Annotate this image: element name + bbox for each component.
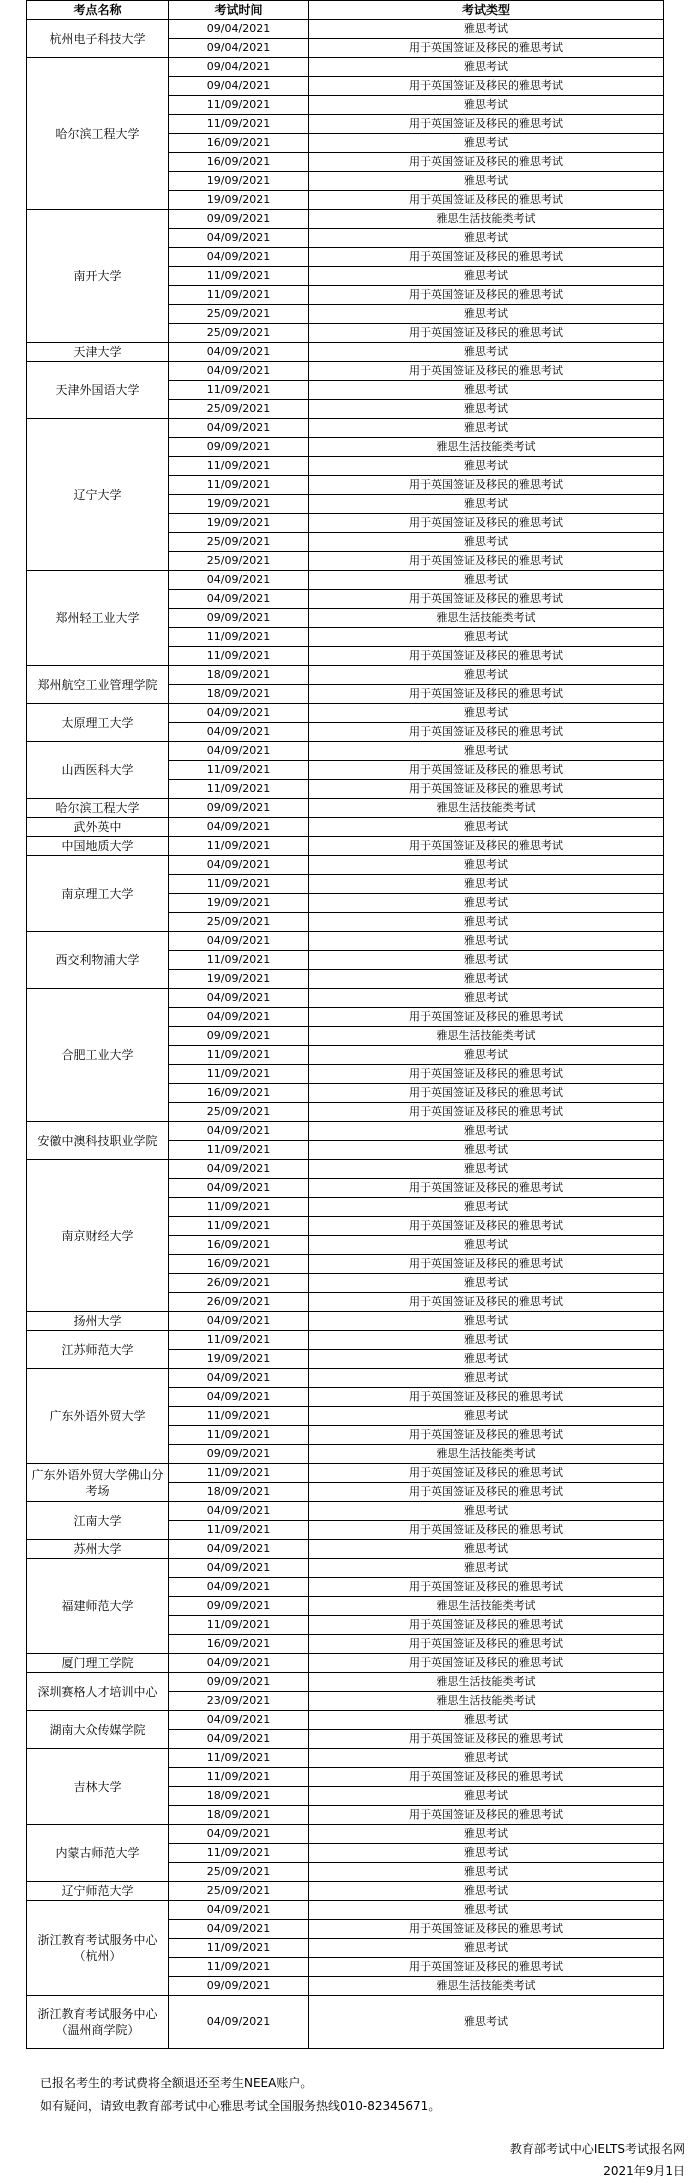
- type-cell: 雅思考试: [309, 970, 664, 989]
- date-cell: 18/09/2021: [169, 1483, 309, 1502]
- date-cell: 16/09/2021: [169, 1084, 309, 1103]
- table-row: [27, 1711, 664, 1730]
- date-cell: 11/09/2021: [169, 476, 309, 495]
- date-cell: 19/09/2021: [169, 894, 309, 913]
- date-cell: 11/09/2021: [169, 1331, 309, 1350]
- table-row: [27, 1825, 664, 1844]
- date-cell: 26/09/2021: [169, 1293, 309, 1312]
- type-cell: 雅思考试: [309, 419, 664, 438]
- table-row: [27, 1996, 664, 2049]
- site-name-cell: 天津外国语大学: [27, 362, 169, 419]
- site-name-cell: 杭州电子科技大学: [27, 20, 169, 58]
- date-cell: 25/09/2021: [169, 913, 309, 932]
- date-cell: 09/04/2021: [169, 39, 309, 58]
- site-name-cell: 广东外语外贸大学: [27, 1369, 169, 1464]
- date-cell: 04/09/2021: [169, 1008, 309, 1027]
- type-cell: 雅思考试: [309, 20, 664, 39]
- date-cell: 11/09/2021: [169, 1217, 309, 1236]
- date-cell: 04/09/2021: [169, 1388, 309, 1407]
- notes: [40, 2072, 440, 2118]
- type-cell: 雅思考试: [309, 1407, 664, 1426]
- date-cell: 25/09/2021: [169, 324, 309, 343]
- footer-org: 教育部考试中心IELTS考试报名网: [509, 2142, 685, 2156]
- type-cell: 用于英国签证及移民的雅思考试: [309, 1578, 664, 1597]
- date-cell: 04/09/2021: [169, 362, 309, 381]
- type-cell: 用于英国签证及移民的雅思考试: [309, 685, 664, 704]
- type-cell: 用于英国签证及移民的雅思考试: [309, 1654, 664, 1673]
- site-name-cell: 苏州大学: [27, 1540, 169, 1559]
- date-cell: 11/09/2021: [169, 837, 309, 856]
- date-cell: 25/09/2021: [169, 305, 309, 324]
- date-cell: 04/09/2021: [169, 343, 309, 362]
- type-cell: 雅思考试: [309, 1559, 664, 1578]
- date-cell: 11/09/2021: [169, 1065, 309, 1084]
- type-cell: 雅思考试: [309, 989, 664, 1008]
- type-cell: 雅思考试: [309, 818, 664, 837]
- note-refund: 已报名考生的考试费将全额退还至考生NEEA账户。: [40, 2076, 313, 2090]
- date-cell: 23/09/2021: [169, 1692, 309, 1711]
- type-cell: 用于英国签证及移民的雅思考试: [309, 153, 664, 172]
- type-cell: 雅思生活技能类考试: [309, 1445, 664, 1464]
- type-cell: 用于英国签证及移民的雅思考试: [309, 723, 664, 742]
- date-cell: 04/09/2021: [169, 1711, 309, 1730]
- type-cell: 雅思考试: [309, 1236, 664, 1255]
- site-name-cell: 中国地质大学: [27, 837, 169, 856]
- site-name-cell: 山西医科大学: [27, 742, 169, 799]
- type-cell: 用于英国签证及移民的雅思考试: [309, 1008, 664, 1027]
- type-cell: 雅思考试: [309, 1939, 664, 1958]
- date-cell: 04/09/2021: [169, 419, 309, 438]
- date-cell: 19/09/2021: [169, 172, 309, 191]
- date-cell: 11/09/2021: [169, 1521, 309, 1540]
- type-cell: 用于英国签证及移民的雅思考试: [309, 1464, 664, 1483]
- date-cell: 11/09/2021: [169, 267, 309, 286]
- type-cell: 用于英国签证及移民的雅思考试: [309, 1521, 664, 1540]
- table-row: [27, 704, 664, 723]
- type-cell: 用于英国签证及移民的雅思考试: [309, 1179, 664, 1198]
- site-name-cell: 天津大学: [27, 343, 169, 362]
- type-cell: 雅思生活技能类考试: [309, 609, 664, 628]
- table-row: [27, 362, 664, 381]
- site-name-cell: 浙江教育考试服务中心（杭州）: [27, 1901, 169, 1996]
- date-cell: 09/09/2021: [169, 210, 309, 229]
- site-name-cell: 合肥工业大学: [27, 989, 169, 1122]
- site-name-cell: 武外英中: [27, 818, 169, 837]
- site-name-cell: 吉林大学: [27, 1749, 169, 1825]
- type-cell: 雅思考试: [309, 1844, 664, 1863]
- type-cell: 雅思考试: [309, 305, 664, 324]
- table-row: [27, 1312, 664, 1331]
- date-cell: 11/09/2021: [169, 115, 309, 134]
- table-row: [27, 742, 664, 761]
- type-cell: 用于英国签证及移民的雅思考试: [309, 1635, 664, 1654]
- date-cell: 11/09/2021: [169, 1426, 309, 1445]
- type-cell: 雅思考试: [309, 875, 664, 894]
- type-cell: 雅思考试: [309, 172, 664, 191]
- type-cell: 雅思生活技能类考试: [309, 438, 664, 457]
- type-cell: 雅思考试: [309, 96, 664, 115]
- date-cell: 04/09/2021: [169, 229, 309, 248]
- type-cell: 用于英国签证及移民的雅思考试: [309, 191, 664, 210]
- table-row: [27, 343, 664, 362]
- date-cell: 09/09/2021: [169, 1597, 309, 1616]
- site-name-cell: 辽宁大学: [27, 419, 169, 571]
- table-row: [27, 1749, 664, 1768]
- type-cell: 雅思考试: [309, 628, 664, 647]
- date-cell: 04/09/2021: [169, 1920, 309, 1939]
- header-date: 考试时间: [169, 1, 309, 20]
- date-cell: 19/09/2021: [169, 495, 309, 514]
- date-cell: 11/09/2021: [169, 1939, 309, 1958]
- table-row: [27, 799, 664, 818]
- type-cell: 雅思考试: [309, 1825, 664, 1844]
- type-cell: 用于英国签证及移民的雅思考试: [309, 780, 664, 799]
- date-cell: 09/04/2021: [169, 58, 309, 77]
- site-name-cell: 南开大学: [27, 210, 169, 343]
- date-cell: 04/09/2021: [169, 571, 309, 590]
- type-cell: 用于英国签证及移民的雅思考试: [309, 590, 664, 609]
- date-cell: 18/09/2021: [169, 1787, 309, 1806]
- type-cell: 雅思考试: [309, 1274, 664, 1293]
- date-cell: 04/09/2021: [169, 818, 309, 837]
- type-cell: 雅思考试: [309, 533, 664, 552]
- date-cell: 11/09/2021: [169, 951, 309, 970]
- type-cell: 用于英国签证及移民的雅思考试: [309, 77, 664, 96]
- date-cell: 09/04/2021: [169, 77, 309, 96]
- date-cell: 09/09/2021: [169, 1027, 309, 1046]
- type-cell: 雅思生活技能类考试: [309, 1673, 664, 1692]
- type-cell: 雅思考试: [309, 932, 664, 951]
- site-name-cell: 郑州轻工业大学: [27, 571, 169, 666]
- date-cell: 04/09/2021: [169, 1502, 309, 1521]
- table-row: [27, 1559, 664, 1578]
- date-cell: 04/09/2021: [169, 1654, 309, 1673]
- type-cell: 用于英国签证及移民的雅思考试: [309, 1483, 664, 1502]
- type-cell: 雅思考试: [309, 1198, 664, 1217]
- date-cell: 04/09/2021: [169, 1559, 309, 1578]
- type-cell: 雅思生活技能类考试: [309, 799, 664, 818]
- type-cell: 雅思考试: [309, 666, 664, 685]
- date-cell: 16/09/2021: [169, 134, 309, 153]
- type-cell: 雅思考试: [309, 742, 664, 761]
- table-row: [27, 1540, 664, 1559]
- type-cell: 雅思考试: [309, 457, 664, 476]
- date-cell: 11/09/2021: [169, 1768, 309, 1787]
- type-cell: 雅思考试: [309, 1882, 664, 1901]
- type-cell: 雅思考试: [309, 229, 664, 248]
- table-row: [27, 1654, 664, 1673]
- date-cell: 11/09/2021: [169, 1958, 309, 1977]
- date-cell: 09/09/2021: [169, 438, 309, 457]
- type-cell: 雅思考试: [309, 1350, 664, 1369]
- type-cell: 雅思考试: [309, 1331, 664, 1350]
- type-cell: 雅思考试: [309, 1540, 664, 1559]
- type-cell: 用于英国签证及移民的雅思考试: [309, 1426, 664, 1445]
- date-cell: 11/09/2021: [169, 1407, 309, 1426]
- note-hotline: 如有疑问，请致电教育部考试中心雅思考试全国服务热线010-82345671。: [40, 2099, 441, 2113]
- type-cell: 雅思考试: [309, 571, 664, 590]
- type-cell: 雅思考试: [309, 1369, 664, 1388]
- type-cell: 用于英国签证及移民的雅思考试: [309, 1768, 664, 1787]
- date-cell: 11/09/2021: [169, 780, 309, 799]
- date-cell: 09/09/2021: [169, 799, 309, 818]
- type-cell: 雅思考试: [309, 134, 664, 153]
- date-cell: 25/09/2021: [169, 533, 309, 552]
- type-cell: 雅思考试: [309, 400, 664, 419]
- site-name-cell: 江南大学: [27, 1502, 169, 1540]
- type-cell: 雅思考试: [309, 1749, 664, 1768]
- type-cell: 雅思考试: [309, 913, 664, 932]
- date-cell: 04/09/2021: [169, 742, 309, 761]
- date-cell: 04/09/2021: [169, 1901, 309, 1920]
- date-cell: 04/09/2021: [169, 1825, 309, 1844]
- date-cell: 25/09/2021: [169, 1882, 309, 1901]
- table-row: [27, 1331, 664, 1350]
- site-name-cell: 安徽中澳科技职业学院: [27, 1122, 169, 1160]
- date-cell: 25/09/2021: [169, 552, 309, 571]
- table-header-row: [27, 1, 664, 20]
- date-cell: 11/09/2021: [169, 286, 309, 305]
- type-cell: 用于英国签证及移民的雅思考试: [309, 476, 664, 495]
- site-name-cell: 福建师范大学: [27, 1559, 169, 1654]
- type-cell: 雅思考试: [309, 1863, 664, 1882]
- date-cell: 11/09/2021: [169, 761, 309, 780]
- type-cell: 用于英国签证及移民的雅思考试: [309, 514, 664, 533]
- date-cell: 04/09/2021: [169, 856, 309, 875]
- date-cell: 04/09/2021: [169, 1160, 309, 1179]
- table-row: [27, 1882, 664, 1901]
- site-name-cell: 内蒙古师范大学: [27, 1825, 169, 1882]
- date-cell: 11/09/2021: [169, 628, 309, 647]
- date-cell: 16/09/2021: [169, 1635, 309, 1654]
- type-cell: 雅思考试: [309, 381, 664, 400]
- table-row: [27, 932, 664, 951]
- header-type: 考试类型: [309, 1, 664, 20]
- date-cell: 09/09/2021: [169, 1673, 309, 1692]
- date-cell: 04/09/2021: [169, 590, 309, 609]
- type-cell: 用于英国签证及移民的雅思考试: [309, 761, 664, 780]
- site-name-cell: 浙江教育考试服务中心（温州商学院）: [27, 1996, 169, 2049]
- date-cell: 25/09/2021: [169, 1863, 309, 1882]
- type-cell: 雅思考试: [309, 1160, 664, 1179]
- date-cell: 16/09/2021: [169, 1236, 309, 1255]
- date-cell: 25/09/2021: [169, 1103, 309, 1122]
- date-cell: 04/09/2021: [169, 1730, 309, 1749]
- exam-schedule-table: [26, 0, 664, 2049]
- date-cell: 11/09/2021: [169, 1749, 309, 1768]
- type-cell: 用于英国签证及移民的雅思考试: [309, 1806, 664, 1825]
- type-cell: 用于英国签证及移民的雅思考试: [309, 324, 664, 343]
- type-cell: 雅思生活技能类考试: [309, 210, 664, 229]
- site-name-cell: 湖南大众传媒学院: [27, 1711, 169, 1749]
- type-cell: 用于英国签证及移民的雅思考试: [309, 1730, 664, 1749]
- table-body: [27, 20, 664, 2049]
- table-row: [27, 1369, 664, 1388]
- date-cell: 11/09/2021: [169, 1616, 309, 1635]
- date-cell: 19/09/2021: [169, 514, 309, 533]
- date-cell: 11/09/2021: [169, 457, 309, 476]
- type-cell: 用于英国签证及移民的雅思考试: [309, 837, 664, 856]
- type-cell: 用于英国签证及移民的雅思考试: [309, 1616, 664, 1635]
- date-cell: 09/09/2021: [169, 609, 309, 628]
- type-cell: 用于英国签证及移民的雅思考试: [309, 1293, 664, 1312]
- header-site: 考点名称: [27, 1, 169, 20]
- table-row: [27, 1464, 664, 1483]
- date-cell: 16/09/2021: [169, 1255, 309, 1274]
- date-cell: 04/09/2021: [169, 248, 309, 267]
- date-cell: 04/09/2021: [169, 1540, 309, 1559]
- type-cell: 用于英国签证及移民的雅思考试: [309, 647, 664, 666]
- type-cell: 用于英国签证及移民的雅思考试: [309, 286, 664, 305]
- date-cell: 04/09/2021: [169, 1578, 309, 1597]
- type-cell: 用于英国签证及移民的雅思考试: [309, 115, 664, 134]
- type-cell: 用于英国签证及移民的雅思考试: [309, 1084, 664, 1103]
- table-row: [27, 571, 664, 590]
- type-cell: 雅思考试: [309, 1122, 664, 1141]
- type-cell: 用于英国签证及移民的雅思考试: [309, 1103, 664, 1122]
- type-cell: 雅思生活技能类考试: [309, 1692, 664, 1711]
- table-row: [27, 989, 664, 1008]
- date-cell: 11/09/2021: [169, 1141, 309, 1160]
- date-cell: 16/09/2021: [169, 153, 309, 172]
- type-cell: 用于英国签证及移民的雅思考试: [309, 1065, 664, 1084]
- type-cell: 雅思考试: [309, 1901, 664, 1920]
- type-cell: 雅思考试: [309, 894, 664, 913]
- date-cell: 18/09/2021: [169, 685, 309, 704]
- type-cell: 雅思考试: [309, 1502, 664, 1521]
- type-cell: 用于英国签证及移民的雅思考试: [309, 1217, 664, 1236]
- type-cell: 用于英国签证及移民的雅思考试: [309, 1255, 664, 1274]
- table-row: [27, 666, 664, 685]
- type-cell: 雅思生活技能类考试: [309, 1977, 664, 1996]
- table-row: [27, 58, 664, 77]
- date-cell: 11/09/2021: [169, 647, 309, 666]
- date-cell: 04/09/2021: [169, 1996, 309, 2049]
- type-cell: 雅思生活技能类考试: [309, 1027, 664, 1046]
- type-cell: 雅思生活技能类考试: [309, 1597, 664, 1616]
- type-cell: 雅思考试: [309, 1312, 664, 1331]
- date-cell: 09/09/2021: [169, 1445, 309, 1464]
- site-name-cell: 广东外语外贸大学佛山分考场: [27, 1464, 169, 1502]
- table-row: [27, 210, 664, 229]
- type-cell: 雅思考试: [309, 1046, 664, 1065]
- date-cell: 11/09/2021: [169, 96, 309, 115]
- type-cell: 用于英国签证及移民的雅思考试: [309, 1920, 664, 1939]
- date-cell: 19/09/2021: [169, 191, 309, 210]
- date-cell: 11/09/2021: [169, 1464, 309, 1483]
- type-cell: 用于英国签证及移民的雅思考试: [309, 39, 664, 58]
- date-cell: 11/09/2021: [169, 381, 309, 400]
- site-name-cell: 郑州航空工业管理学院: [27, 666, 169, 704]
- type-cell: 雅思考试: [309, 856, 664, 875]
- table-row: [27, 419, 664, 438]
- date-cell: 04/09/2021: [169, 1312, 309, 1331]
- table-row: [27, 1502, 664, 1521]
- table-row: [27, 1122, 664, 1141]
- footer: [510, 2138, 685, 2182]
- date-cell: 09/09/2021: [169, 1977, 309, 1996]
- date-cell: 18/09/2021: [169, 666, 309, 685]
- date-cell: 11/09/2021: [169, 1844, 309, 1863]
- date-cell: 04/09/2021: [169, 1122, 309, 1141]
- site-name-cell: 太原理工大学: [27, 704, 169, 742]
- type-cell: 用于英国签证及移民的雅思考试: [309, 1388, 664, 1407]
- date-cell: 19/09/2021: [169, 970, 309, 989]
- type-cell: 雅思考试: [309, 267, 664, 286]
- date-cell: 04/09/2021: [169, 989, 309, 1008]
- date-cell: 26/09/2021: [169, 1274, 309, 1293]
- date-cell: 04/09/2021: [169, 932, 309, 951]
- type-cell: 雅思考试: [309, 58, 664, 77]
- date-cell: 04/09/2021: [169, 723, 309, 742]
- type-cell: 雅思考试: [309, 1711, 664, 1730]
- type-cell: 雅思考试: [309, 1141, 664, 1160]
- type-cell: 雅思考试: [309, 704, 664, 723]
- site-name-cell: 西交利物浦大学: [27, 932, 169, 989]
- table-row: [27, 837, 664, 856]
- table-row: [27, 818, 664, 837]
- date-cell: 04/09/2021: [169, 1369, 309, 1388]
- site-name-cell: 江苏师范大学: [27, 1331, 169, 1369]
- type-cell: 雅思考试: [309, 951, 664, 970]
- table-row: [27, 1160, 664, 1179]
- date-cell: 18/09/2021: [169, 1806, 309, 1825]
- type-cell: 用于英国签证及移民的雅思考试: [309, 1958, 664, 1977]
- type-cell: 雅思考试: [309, 343, 664, 362]
- type-cell: 雅思考试: [309, 1787, 664, 1806]
- table-row: [27, 20, 664, 39]
- type-cell: 雅思考试: [309, 495, 664, 514]
- date-cell: 11/09/2021: [169, 875, 309, 894]
- date-cell: 11/09/2021: [169, 1198, 309, 1217]
- table-row: [27, 1901, 664, 1920]
- site-name-cell: 辽宁师范大学: [27, 1882, 169, 1901]
- type-cell: 用于英国签证及移民的雅思考试: [309, 362, 664, 381]
- footer-date: 2021年9月1日: [603, 2164, 685, 2178]
- date-cell: 25/09/2021: [169, 400, 309, 419]
- date-cell: 04/09/2021: [169, 1179, 309, 1198]
- type-cell: 用于英国签证及移民的雅思考试: [309, 552, 664, 571]
- date-cell: 11/09/2021: [169, 1046, 309, 1065]
- site-name-cell: 哈尔滨工程大学: [27, 799, 169, 818]
- site-name-cell: 厦门理工学院: [27, 1654, 169, 1673]
- date-cell: 04/09/2021: [169, 704, 309, 723]
- date-cell: 19/09/2021: [169, 1350, 309, 1369]
- table-row: [27, 856, 664, 875]
- type-cell: 用于英国签证及移民的雅思考试: [309, 248, 664, 267]
- table-row: [27, 1673, 664, 1692]
- site-name-cell: 深圳赛格人才培训中心: [27, 1673, 169, 1711]
- site-name-cell: 扬州大学: [27, 1312, 169, 1331]
- site-name-cell: 南京财经大学: [27, 1160, 169, 1312]
- site-name-cell: 哈尔滨工程大学: [27, 58, 169, 210]
- date-cell: 09/04/2021: [169, 20, 309, 39]
- type-cell: 雅思考试: [309, 1996, 664, 2049]
- site-name-cell: 南京理工大学: [27, 856, 169, 932]
